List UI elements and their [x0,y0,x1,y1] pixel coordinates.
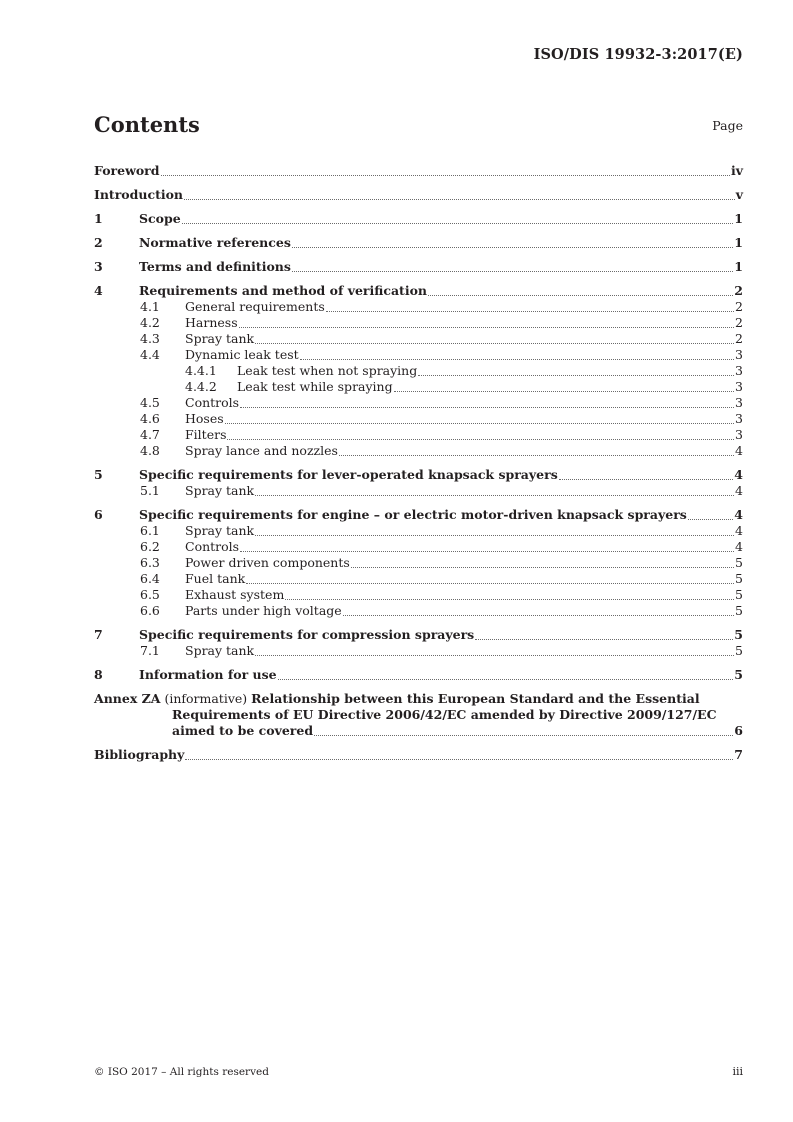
document-id: ISO/DIS 19932-3:2017(E) [533,46,743,63]
toc-page-number: 3 [735,395,743,410]
toc-entry[interactable] [94,459,743,483]
toc-entry-number: 6 [94,507,103,522]
toc-entry-label: Power driven components [185,555,350,570]
toc-entry-label: Fuel tank [185,571,246,586]
toc-entry-label: Parts under high voltage [185,603,342,618]
toc-leader-dots [182,222,734,224]
toc-entry[interactable] [94,155,743,179]
toc-entry[interactable] [94,483,743,499]
toc-leader-dots [351,566,734,568]
toc-entry-number: 4.4.2 [185,379,217,394]
toc-page-number: 4 [735,539,743,554]
toc-entry-label: Dynamic leak test [185,347,299,362]
annex-title-line1: Relationship between this European Standard and the Essential [251,691,700,706]
toc-entry-number: 4 [94,283,103,298]
toc-page-number: 5 [735,571,743,586]
toc-leader-dots [292,270,733,272]
toc-leader-dots [326,310,734,312]
toc-page-number: 4 [734,507,743,522]
toc-leader-dots [161,174,730,176]
toc-entry-number: 4.1 [140,299,160,314]
toc-entry-number: 8 [94,667,103,682]
toc-page-number: v [735,187,743,202]
toc-entry[interactable] [94,203,743,227]
table-of-contents [94,155,743,763]
toc-leader-dots [227,438,734,440]
toc-entry[interactable] [94,443,743,459]
toc-entries [94,155,743,683]
toc-entry-number: 4.4.1 [185,363,217,378]
toc-entry-label: Scope [139,211,181,226]
toc-entry[interactable] [94,179,743,203]
toc-leader-dots [688,518,733,520]
toc-entry-label: Requirements and method of verification [139,283,428,298]
toc-leader-dots [225,422,734,424]
toc-entry-label: Hoses [185,411,224,426]
toc-page-number: 5 [735,587,743,602]
toc-entry-label: Spray tank [185,523,255,538]
toc-page-number: 3 [735,427,743,442]
toc-leader-dots [240,550,734,552]
toc-entry-number: 6.2 [140,539,160,554]
toc-entry-number: 6.5 [140,587,160,602]
toc-entry[interactable] [94,587,743,603]
footer-page-number: iii [732,1065,743,1078]
toc-entry-number: 6.6 [140,603,160,618]
toc-page-number: 5 [735,643,743,658]
toc-entry[interactable] [94,363,743,379]
toc-entry-label: Specific requirements for engine – or electric motor-driven knapsack sprayers [139,507,687,522]
toc-entry-number: 4.2 [140,315,160,330]
toc-entry-number: 1 [94,211,103,226]
toc-leader-dots [255,342,734,344]
toc-entry-label: Spray tank [185,331,255,346]
toc-page-number: 1 [734,211,743,226]
toc-entry-number: 4.3 [140,331,160,346]
toc-entry-number: 4.4 [140,347,160,362]
toc-page-number: 5 [735,603,743,618]
toc-entry-number: 5.1 [140,483,160,498]
toc-entry-label: Filters [185,427,227,442]
toc-entry[interactable] [94,251,743,275]
toc-entry-label: Foreword [94,163,160,178]
toc-entry-label: Information for use [139,667,277,682]
toc-page-number: 4 [735,443,743,458]
toc-entry-label: Exhaust system [185,587,285,602]
toc-entry-number: 2 [94,235,103,250]
toc-leader-dots [559,478,734,480]
toc-entry-label: Leak test while spraying [237,379,393,394]
footer-copyright: © ISO 2017 – All rights reserved [94,1066,269,1078]
toc-page-number: 6 [734,723,743,738]
toc-page-number: 3 [735,363,743,378]
toc-leader-dots [285,598,734,600]
toc-leader-dots [185,758,733,760]
toc-entry[interactable] [94,643,743,659]
toc-leader-dots [240,406,734,408]
toc-entry-number: 5 [94,467,103,482]
toc-entry-label: Terms and definitions [139,259,291,274]
toc-entry[interactable] [94,539,743,555]
toc-entry-label: General requirements [185,299,325,314]
toc-leader-dots [300,358,734,360]
toc-entry[interactable] [94,379,743,395]
toc-entry-number: 3 [94,259,103,274]
toc-page-number: 2 [734,283,743,298]
toc-page-number: 1 [734,235,743,250]
toc-entry-annex-za[interactable] [94,683,743,739]
toc-leader-dots [339,454,734,456]
toc-entry[interactable] [94,603,743,619]
toc-leader-dots [394,390,734,392]
toc-leader-dots [292,246,733,248]
toc-page-number: 4 [735,483,743,498]
toc-leader-dots [255,654,734,656]
toc-page-number: 3 [735,379,743,394]
toc-page-number: 4 [734,467,743,482]
toc-page-number: 4 [735,523,743,538]
toc-page-number: 2 [735,315,743,330]
toc-entry-label: Harness [185,315,238,330]
toc-entry-bibliography[interactable] [94,739,743,763]
toc-leader-dots [246,582,734,584]
toc-page-number: 5 [734,627,743,642]
toc-entry-label: Spray tank [185,483,255,498]
toc-entry[interactable] [94,227,743,251]
toc-page-number: 2 [735,299,743,314]
toc-leader-dots [418,374,734,376]
toc-entry[interactable] [94,411,743,427]
toc-entry-number: 6.4 [140,571,160,586]
toc-leader-dots [428,294,733,296]
toc-leader-dots [278,678,734,680]
toc-entry[interactable] [94,523,743,539]
toc-entry[interactable] [94,331,743,347]
toc-entry-label: Spray lance and nozzles [185,443,338,458]
toc-page-number: 3 [735,347,743,362]
toc-entry[interactable] [94,659,743,683]
toc-entry-number: 4.8 [140,443,160,458]
toc-entry-label: Spray tank [185,643,255,658]
toc-page-number: 7 [734,747,743,762]
toc-entry-label: Controls [185,395,240,410]
toc-entry-label: Specific requirements for lever-operated knapsack sprayers [139,467,558,482]
annex-type: (informative) [164,691,248,706]
toc-leader-dots [343,614,734,616]
toc-entry[interactable] [94,395,743,411]
toc-entry[interactable] [94,619,743,643]
toc-leader-dots [314,734,733,736]
toc-page-number: 5 [735,555,743,570]
toc-leader-dots [475,638,733,640]
toc-entry-label: Normative references [139,235,291,250]
annex-title-line3: aimed to be covered [172,723,314,738]
toc-entry-label: Bibliography [94,747,185,762]
toc-entry[interactable] [94,555,743,571]
toc-page-number: iv [730,163,743,178]
annex-prefix: Annex ZA [94,691,161,706]
toc-leader-dots [184,198,735,200]
toc-entry-number: 6.1 [140,523,160,538]
toc-page-number: 2 [735,331,743,346]
toc-entry[interactable] [94,275,743,299]
toc-entry-label: Introduction [94,187,184,202]
toc-page-number: 3 [735,411,743,426]
toc-entry[interactable] [94,427,743,443]
toc-entry[interactable] [94,299,743,315]
page-column-label: Page [712,118,743,133]
toc-leader-dots [255,534,734,536]
toc-entry-label: Controls [185,539,240,554]
toc-entry[interactable] [94,315,743,331]
toc-entry-number: 6.3 [140,555,160,570]
toc-page-number: 5 [734,667,743,682]
toc-entry-number: 7.1 [140,643,160,658]
toc-entry-number: 7 [94,627,103,642]
toc-entry-label: Specific requirements for compression sprayers [139,627,475,642]
toc-entry-label: Leak test when not spraying [237,363,418,378]
toc-leader-dots [255,494,734,496]
toc-page-number: 1 [734,259,743,274]
page-title: Contents [94,112,200,137]
toc-leader-dots [239,326,734,328]
toc-entry[interactable] [94,571,743,587]
toc-entry-number: 4.6 [140,411,160,426]
annex-title-line2: Requirements of EU Directive 2006/42/EC amended by Directive 2009/127/EC [172,707,717,722]
toc-entry[interactable] [94,499,743,523]
toc-entry-number: 4.5 [140,395,160,410]
toc-entry[interactable] [94,347,743,363]
toc-entry-number: 4.7 [140,427,160,442]
